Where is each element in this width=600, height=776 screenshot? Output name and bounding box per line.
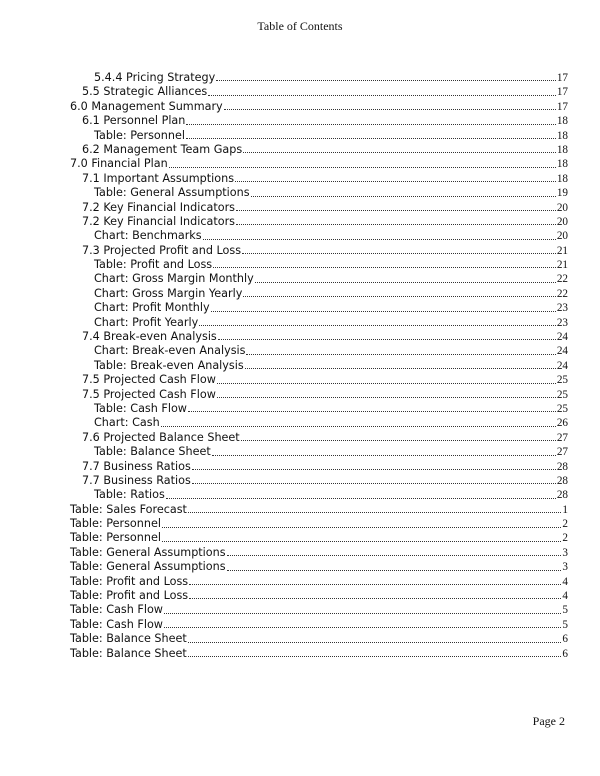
toc-entry[interactable]	[70, 186, 568, 200]
toc-entry[interactable]	[70, 431, 568, 445]
dot-leader	[245, 368, 556, 369]
dot-leader	[189, 584, 561, 585]
toc-entry-page-number: 2	[562, 518, 568, 531]
dot-leader	[169, 167, 556, 168]
toc-entry-page-number: 28	[556, 474, 568, 487]
toc-entry-title: 6.1 Personnel Plan	[82, 114, 186, 128]
toc-entry-page-number: 25	[556, 402, 568, 415]
dot-leader	[224, 109, 556, 110]
toc-entry-title: Table: Personnel	[70, 517, 161, 531]
toc-entry-page-number: 5	[562, 618, 568, 631]
toc-entry[interactable]	[70, 503, 568, 517]
toc-entry[interactable]	[70, 129, 568, 143]
toc-entry-page-number: 18	[556, 129, 568, 142]
toc-entry-title: 7.2 Key Financial Indicators	[82, 214, 235, 228]
dot-leader	[164, 613, 561, 614]
toc-entry[interactable]	[70, 603, 568, 617]
toc-entry-title: Chart: Benchmarks	[94, 229, 202, 243]
dot-leader	[243, 296, 555, 297]
toc-entry-title: Table: Profit and Loss	[94, 258, 213, 272]
toc-entry[interactable]	[70, 71, 568, 85]
page-number: Page 2	[532, 714, 565, 728]
toc-entry-page-number: 23	[556, 302, 568, 315]
toc-entry[interactable]	[70, 100, 568, 114]
toc-entry-page-number: 23	[556, 316, 568, 329]
dot-leader	[235, 181, 556, 182]
dot-leader	[246, 354, 555, 355]
dot-leader	[218, 339, 556, 340]
dot-leader	[216, 80, 556, 81]
toc-entry-title: Table: General Assumptions	[94, 186, 250, 200]
toc-entry[interactable]	[70, 445, 568, 459]
toc-entry-page-number: 24	[556, 331, 568, 344]
toc-entry-title: 7.1 Important Assumptions	[82, 171, 235, 185]
toc-entry[interactable]	[70, 560, 568, 574]
toc-entry[interactable]	[70, 344, 568, 358]
toc-entry-page-number: 17	[556, 100, 568, 113]
toc-entry-title: Table: Cash Flow	[70, 617, 163, 631]
toc-entry-title: Chart: Profit Monthly	[94, 301, 210, 315]
dot-leader	[217, 383, 556, 384]
toc-entry[interactable]	[70, 244, 568, 258]
toc-entry-page-number: 6	[562, 633, 568, 646]
toc-entry[interactable]	[70, 647, 568, 661]
toc-entry-page-number: 20	[556, 201, 568, 214]
toc-entry[interactable]	[70, 157, 568, 171]
toc-entry-title: Table: Ratios	[94, 488, 165, 502]
toc-entry-title: 6.0 Management Summary	[70, 99, 223, 113]
toc-entry[interactable]	[70, 287, 568, 301]
dot-leader	[213, 267, 556, 268]
toc-entry-title: Chart: Profit Yearly	[94, 315, 199, 329]
toc-entry-title: Table: Personnel	[94, 128, 185, 142]
toc-entry[interactable]	[70, 416, 568, 430]
toc-entry-title: 7.5 Projected Cash Flow	[82, 387, 216, 401]
toc-entry-page-number: 4	[562, 590, 568, 603]
toc-entry[interactable]	[70, 85, 568, 99]
toc-entry[interactable]	[70, 229, 568, 243]
dot-leader	[188, 512, 561, 513]
dot-leader	[199, 325, 556, 326]
toc-entry-title: Table: Break-even Analysis	[94, 358, 244, 372]
toc-entry-page-number: 4	[562, 575, 568, 588]
toc-entry-page-number: 28	[556, 489, 568, 502]
toc-entry[interactable]	[70, 474, 568, 488]
dot-leader	[242, 253, 556, 254]
toc-entry[interactable]	[70, 330, 568, 344]
toc-entry-title: Table: General Assumptions	[70, 545, 226, 559]
toc-entry-title: 7.3 Projected Profit and Loss	[82, 243, 242, 257]
toc-entry-page-number: 21	[556, 244, 568, 257]
toc-entry[interactable]	[70, 632, 568, 646]
dot-leader	[192, 483, 556, 484]
toc-entry-page-number: 3	[562, 546, 568, 559]
toc-entry-title: 7.5 Projected Cash Flow	[82, 373, 216, 387]
toc-entry-page-number: 18	[556, 158, 568, 171]
toc-entry[interactable]	[70, 258, 568, 272]
toc-entry-title: Chart: Break-even Analysis	[94, 344, 246, 358]
dot-leader	[227, 570, 561, 571]
dot-leader	[188, 656, 561, 657]
dot-leader	[217, 397, 556, 398]
toc-entry[interactable]	[70, 143, 568, 157]
toc-entry-page-number: 17	[556, 86, 568, 99]
dot-leader	[186, 124, 555, 125]
toc-entry[interactable]	[70, 517, 568, 531]
toc-entry[interactable]	[70, 532, 568, 546]
toc-entry[interactable]	[70, 301, 568, 315]
toc-entry[interactable]	[70, 402, 568, 416]
dot-leader	[188, 411, 556, 412]
toc-entry-page-number: 20	[556, 230, 568, 243]
dot-leader	[236, 210, 556, 211]
dot-leader	[211, 311, 556, 312]
toc-entry-page-number: 18	[556, 115, 568, 128]
dot-leader	[162, 541, 561, 542]
toc-entry-page-number: 5	[562, 604, 568, 617]
toc-entry-title: Table: Cash Flow	[70, 603, 163, 617]
toc-entry-page-number: 3	[562, 561, 568, 574]
toc-entry[interactable]	[70, 172, 568, 186]
dot-leader	[212, 455, 556, 456]
toc-entry-title: Table: Balance Sheet	[70, 632, 187, 646]
dot-leader	[186, 138, 556, 139]
toc-entry-page-number: 22	[556, 287, 568, 300]
toc-entry-title: 7.2 Key Financial Indicators	[82, 200, 235, 214]
toc-entry[interactable]	[70, 114, 568, 128]
dot-leader	[243, 152, 556, 153]
toc-entry-page-number: 24	[556, 359, 568, 372]
toc-entry[interactable]	[70, 589, 568, 603]
toc-entry[interactable]	[70, 272, 568, 286]
toc-entry[interactable]	[70, 460, 568, 474]
toc-entry-title: Table: Sales Forecast	[70, 502, 187, 516]
toc-entry-title: 7.7 Business Ratios	[82, 473, 191, 487]
toc-entry[interactable]	[70, 618, 568, 632]
dot-leader	[241, 440, 556, 441]
toc-entry-title: Table: General Assumptions	[70, 560, 226, 574]
toc-entry[interactable]	[70, 215, 568, 229]
toc-entry-page-number: 28	[556, 460, 568, 473]
toc-entry-title: Table: Profit and Loss	[70, 574, 189, 588]
toc-entry[interactable]	[70, 201, 568, 215]
toc-entry-page-number: 20	[556, 215, 568, 228]
toc-entry-title: 7.4 Break-even Analysis	[82, 330, 217, 344]
dot-leader	[162, 527, 561, 528]
dot-leader	[166, 498, 556, 499]
toc-entry-title: Chart: Gross Margin Monthly	[94, 272, 254, 286]
toc-entry-page-number: 27	[556, 446, 568, 459]
toc-entry-page-number: 27	[556, 431, 568, 444]
toc-entry-title: 6.2 Management Team Gaps	[82, 142, 243, 156]
toc-entry-title: Table: Personnel	[70, 531, 161, 545]
toc-entry[interactable]	[70, 373, 568, 387]
dot-leader	[208, 95, 556, 96]
toc-entry-page-number: 6	[562, 647, 568, 660]
toc-entry-page-number: 19	[556, 187, 568, 200]
toc-entry-title: Chart: Gross Margin Yearly	[94, 286, 243, 300]
toc-entry-page-number: 2	[562, 532, 568, 545]
toc-entry-title: Table: Balance Sheet	[94, 445, 211, 459]
dot-leader	[189, 598, 561, 599]
toc-entry-page-number: 22	[556, 273, 568, 286]
dot-leader	[227, 555, 561, 556]
toc-entry-page-number: 26	[556, 417, 568, 430]
dot-leader	[255, 282, 556, 283]
toc-entry-page-number: 25	[556, 388, 568, 401]
toc-entry-title: 5.4.4 Pricing Strategy	[94, 70, 216, 84]
table-of-contents	[70, 71, 568, 661]
toc-entry-title: Table: Balance Sheet	[70, 646, 187, 660]
toc-entry-page-number: 25	[556, 374, 568, 387]
toc-entry[interactable]	[70, 546, 568, 560]
dot-leader	[203, 239, 556, 240]
toc-entry-page-number: 21	[556, 259, 568, 272]
dot-leader	[236, 224, 556, 225]
toc-entry-title: 7.7 Business Ratios	[82, 459, 191, 473]
toc-entry-page-number: 24	[556, 345, 568, 358]
toc-entry[interactable]	[70, 359, 568, 373]
dot-leader	[161, 426, 556, 427]
toc-entry[interactable]	[70, 575, 568, 589]
toc-entry-title: Table: Profit and Loss	[70, 589, 189, 603]
toc-entry-page-number: 1	[562, 503, 568, 516]
dot-leader	[164, 627, 561, 628]
page-header-title: Table of Contents	[257, 19, 343, 33]
toc-entry-title: 7.0 Financial Plan	[70, 157, 168, 171]
toc-entry-page-number: 17	[556, 71, 568, 84]
toc-entry[interactable]	[70, 316, 568, 330]
toc-entry-page-number: 18	[556, 143, 568, 156]
toc-entry-title: 7.6 Projected Balance Sheet	[82, 430, 240, 444]
toc-entry-title: 5.5 Strategic Alliances	[82, 85, 208, 99]
dot-leader	[188, 642, 561, 643]
toc-entry[interactable]	[70, 388, 568, 402]
dot-leader	[192, 469, 556, 470]
toc-entry[interactable]	[70, 488, 568, 502]
dot-leader	[251, 196, 556, 197]
toc-entry-title: Table: Cash Flow	[94, 401, 187, 415]
toc-entry-page-number: 18	[556, 172, 568, 185]
toc-entry-title: Chart: Cash	[94, 416, 160, 430]
